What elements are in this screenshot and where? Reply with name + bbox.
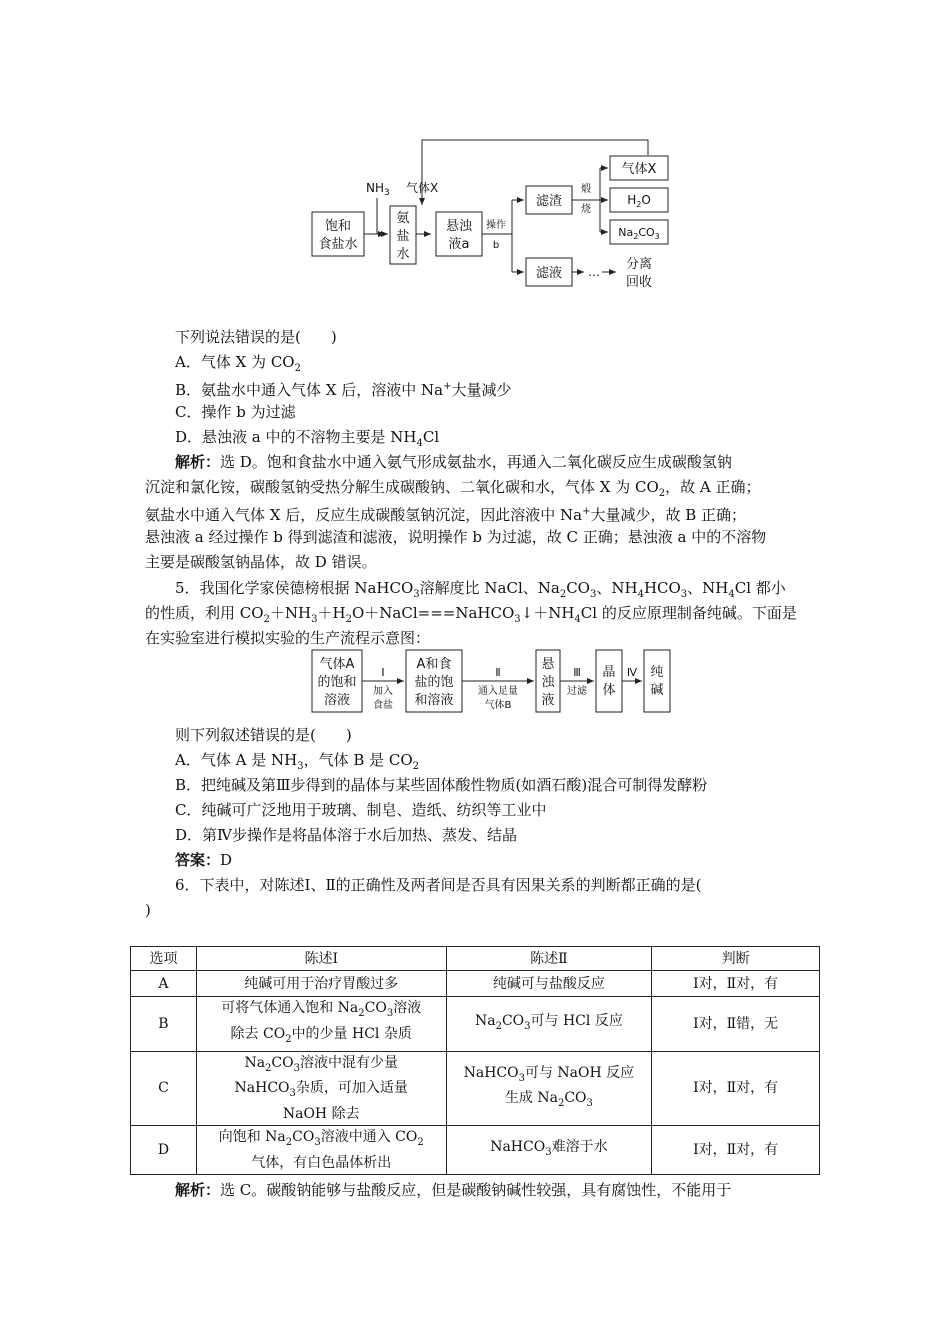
svg-text:烧: 烧 <box>581 204 591 215</box>
table-row: D 向饱和 $Na_2CO_3$溶液中通入 $CO_2$ 气体，有白色晶体析出 NaHCO$_3$难溶于水 Ⅰ对，Ⅱ对，有 <box>131 1126 820 1175</box>
q6-stem-2: ) <box>145 901 151 919</box>
svg-text:浊: 浊 <box>541 675 555 690</box>
q4-explanation-2: 沉淀和氯化铵，碳酸氢钠受热分解生成碳酸钠、二氧化碳和水，气体 X 为 $CO_2$，故 A 正确； <box>145 478 761 499</box>
svg-text:盐: 盐 <box>396 229 410 244</box>
svg-text:b: b <box>492 240 500 251</box>
svg-text:溶液: 溶液 <box>323 693 351 708</box>
svg-text:食盐水: 食盐水 <box>318 237 358 252</box>
svg-text:加入: 加入 <box>373 686 393 697</box>
svg-text:操作: 操作 <box>486 220 506 231</box>
q6-stem-1: 6．下表中，对陈述Ⅰ、Ⅱ的正确性及两者间是否具有因果关系的判断都正确的是( <box>175 876 702 894</box>
svg-text:液: 液 <box>541 693 555 708</box>
q5-option-d: D．第Ⅳ步操作是将晶体溶于水后加热、蒸发、结晶 <box>175 826 518 844</box>
q4-option-a: A．气体 X 为 $CO_2$ <box>175 353 301 374</box>
header-judgment: 判断 <box>652 947 820 971</box>
flowchart-2 <box>308 646 678 716</box>
nh3-label: $NH_3$ <box>366 181 390 198</box>
q5-stem-4: 则下列叙述错误的是( ) <box>175 726 352 744</box>
q5-answer: 答案：D <box>175 851 233 869</box>
svg-text:过滤: 过滤 <box>567 686 587 697</box>
flowchart-1 <box>300 130 680 300</box>
q4-option-c: C．操作 b 为过滤 <box>175 403 296 421</box>
svg-text:Na2CO3: $Na_2CO_3$ <box>618 226 660 241</box>
svg-text:食盐: 食盐 <box>373 700 393 711</box>
svg-text:通入足量: 通入足量 <box>478 686 518 697</box>
svg-text:液a: 液a <box>448 237 470 252</box>
q6-explanation-1: 解析：选 C。碳酸钠能够与盐酸反应，但是碳酸钠碱性较强，具有腐蚀性，不能用于 <box>175 1181 732 1199</box>
q4-explanation-4: 悬浊液 a 经过操作 b 得到滤渣和滤液，说明操作 b 为过滤，故 C 正确；悬浊液 a 中的不溶物 <box>145 528 767 546</box>
svg-text:Ⅱ: Ⅱ <box>495 666 501 679</box>
svg-text:Ⅲ: Ⅲ <box>573 666 581 679</box>
svg-text:分离: 分离 <box>626 257 653 272</box>
svg-text:饱和: 饱和 <box>324 219 352 234</box>
box-crystal <box>596 650 622 712</box>
q5-option-b: B．把纯碱及第Ⅲ步得到的晶体与某些固体酸性物质(如酒石酸)混合可制得发酵粉 <box>175 776 708 794</box>
box-soda-ash <box>644 650 670 712</box>
q5-option-c: C．纯碱可广泛地用于玻璃、制皂、造纸、纺织等工业中 <box>175 801 547 819</box>
header-statement-2: 陈述Ⅱ <box>446 947 652 971</box>
svg-text:气体B: 气体B <box>484 700 512 711</box>
svg-text:盐的饱: 盐的饱 <box>414 675 454 690</box>
header-option: 选项 <box>131 947 197 971</box>
svg-text:A和食: A和食 <box>416 657 452 672</box>
svg-text:水: 水 <box>396 247 410 262</box>
svg-text:煅: 煅 <box>581 184 591 195</box>
svg-text:…: … <box>588 265 600 279</box>
svg-text:纯: 纯 <box>650 665 664 680</box>
svg-text:回收: 回收 <box>626 275 653 290</box>
svg-text:体: 体 <box>602 683 616 698</box>
q4-option-d: D．悬浊液 a 中的不溶物主要是 $NH_4Cl$ <box>175 428 440 449</box>
svg-text:H2O: $H_2O$ <box>627 193 651 209</box>
svg-text:晶: 晶 <box>602 665 616 680</box>
q5-stem-1: 5．我国化学家侯德榜根据 NaHCO$_3$溶解度比 NaCl、$Na_2CO_3$、$NH_4HCO_3$、$NH_4Cl$ 都小 <box>175 579 786 600</box>
svg-text:气体X: 气体X <box>621 162 657 177</box>
table-row: B 可将气体通入饱和 $Na_2CO_3$溶液 除去 $CO_2$中的少量 HCl 杂质 $Na_2CO_3$可与 HCl 反应 Ⅰ对，Ⅱ错，无 <box>131 997 820 1052</box>
q4-option-b: B．氨盐水中通入气体 X 后，溶液中 Na+大量减少 <box>175 381 512 399</box>
q4-explanation-1: 解析：选 D。饱和食盐水中通入氨气形成氨盐水，再通入二氧化碳反应生成碳酸氢钠 <box>175 453 732 471</box>
svg-text:气体A: 气体A <box>319 657 355 672</box>
svg-text:滤渣: 滤渣 <box>535 194 563 209</box>
q4-explanation-3: 氨盐水中通入气体 X 后，反应生成碳酸氢钠沉淀，因此溶液中 Na+大量减少，故 B 正确； <box>145 506 747 524</box>
svg-text:滤液: 滤液 <box>535 266 563 281</box>
gas-x-label: 气体X <box>406 181 439 195</box>
q5-stem-2: 的性质，利用 $CO_2+NH_3+H_2O+NaCl===NaHCO_3↓+NH_4Cl$ 的反应原理制备纯碱。下面是 <box>145 604 797 625</box>
svg-text:的饱和: 的饱和 <box>317 675 357 690</box>
svg-text:Ⅳ: Ⅳ <box>626 666 638 679</box>
table-row: A 纯碱可用于治疗胃酸过多 纯碱可与盐酸反应 Ⅰ对，Ⅱ对，有 <box>131 971 820 997</box>
svg-text:悬: 悬 <box>541 657 555 672</box>
q5-option-a: A．气体 A 是 $NH_3$，气体 B 是 $CO_2$ <box>175 751 420 772</box>
q5-stem-3: 在实验室进行模拟实验的生产流程示意图： <box>145 629 431 647</box>
q4-stem: 下列说法错误的是( ) <box>175 328 337 346</box>
svg-text:氨: 氨 <box>396 211 410 226</box>
table-row: C $Na_2CO_3$溶液中混有少量 NaHCO$_3$杂质，可加入适量 NaOH 除去 NaHCO$_3$可与 NaOH 反应 生成 $Na_2CO_3$ Ⅰ对，Ⅱ对，有 <box>131 1051 820 1126</box>
svg-text:碱: 碱 <box>650 683 664 698</box>
table-header <box>131 947 820 971</box>
q6-table <box>130 946 820 1175</box>
svg-text:和溶液: 和溶液 <box>414 693 454 708</box>
q4-explanation-5: 主要是碳酸氢钠晶体，故 D 错误。 <box>145 553 377 571</box>
svg-text:Ⅰ: Ⅰ <box>381 666 385 679</box>
header-statement-1: 陈述Ⅰ <box>196 947 446 971</box>
svg-text:悬浊: 悬浊 <box>445 219 473 234</box>
